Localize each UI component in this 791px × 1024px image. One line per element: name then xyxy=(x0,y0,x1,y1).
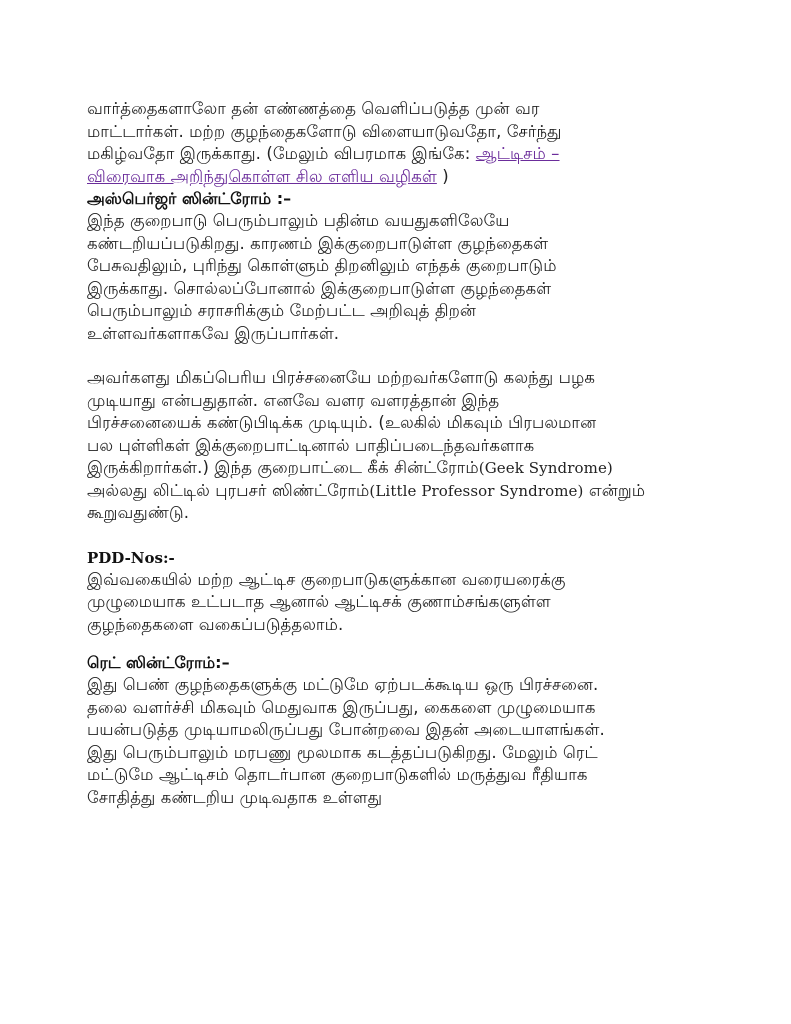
asperger-p2-line-5 xyxy=(87,457,717,480)
asperger-p2-line-6 xyxy=(87,480,717,503)
intro-line-1: வார்த்தைகளாலோ தன் எண்ணத்தை வெளிப்படுத்த முன் வர xyxy=(87,99,540,118)
asperger-p1-line-3: பேசுவதிலும், புரிந்து கொள்ளும் திறனிலும் எந்தக் குறைபாடும் xyxy=(87,256,557,275)
close-paren: ) xyxy=(442,166,449,186)
rett-line-6: சோதித்து கண்டறிய முடிவதாக உள்ளது xyxy=(87,787,383,807)
pdd-line-3: குழந்தைகளை வகைப்படுத்தலாம். xyxy=(87,614,344,634)
asperger-p2-line-4: பல புள்ளிகள் இக்குறைபாட்டினால் பாதிப்படைந்தவர்களாக xyxy=(87,435,535,455)
asperger-p1-line-2: கண்டறியப்படுகிறது. காரணம் இக்குறைபாடுள்ள குழந்தைகள் xyxy=(87,233,549,253)
geek-syndrome-text: (Geek Syndrome) xyxy=(478,459,613,477)
asperger-p2-line-1: அவர்களது மிகப்பெரிய பிரச்சனையே மற்றவர்களோடு கலந்து பழக xyxy=(87,368,595,387)
line6-end-text: என்றும் xyxy=(583,480,646,500)
rett-line-4: இது பெரும்பாலும் மரபணு மூலமாக கடத்தப்படுகிறது. மேலும் ரெட் xyxy=(87,742,598,762)
pdd-line-1: இவ்வகையில் மற்ற ஆட்டிச குறைபாடுகளுக்கான வரையரைக்கு xyxy=(87,569,566,589)
rett-line-1: இது பெண் குழந்தைகளுக்கு மட்டுமே ஏற்படக்கூடிய ஒரு பிரச்சனை. xyxy=(87,675,599,694)
asperger-p1-line-4: இருக்காது. சொல்லப்போனால் இக்குறைபாடுள்ள குழந்தைகள் xyxy=(87,278,552,298)
geek-line-text: இருக்கிறார்கள்.) இந்த குறைபாட்டை கீக் சின்ட்ரோம் xyxy=(87,458,479,477)
rett-line-5: மட்டுமே ஆட்டிசம் தொடர்பான குறைபாடுகளில் மருத்துவ ரீதியாக xyxy=(87,765,588,784)
intro-line-4 xyxy=(87,166,717,189)
asperger-p2-line-3: பிரச்சனையைக் கண்டுபிடிக்க முடியும். (உலகில் மிகவும் பிரபலமான xyxy=(87,413,597,432)
little-professor-text: (Little Professor Syndrome) xyxy=(369,481,584,500)
rett-line-3: பயன்படுத்த முடியாமலிருப்பது போன்றவை இதன் அடையாளங்கள். xyxy=(87,720,605,739)
rett-heading: ரெட் ஸின்ட்ரோம்:– xyxy=(87,653,230,672)
pdd-line-2: முழுமையாக உட்படாத ஆனால் ஆட்டிசக் குணாம்சங்களுள்ள xyxy=(87,592,551,611)
asperger-p1-line-1: இந்த குறைபாடு பெரும்பாலும் பதின்ம வயதுகளிலேயே xyxy=(87,211,510,230)
paragraph-gap xyxy=(87,345,717,367)
asperger-p2-line-2: முடியாது என்பதுதான். எனவே வளர வளரத்தான் இந்த xyxy=(87,390,500,410)
asperger-p1-line-6: உள்ளவர்களாகவே இருப்பார்கள். xyxy=(87,323,340,343)
intro-line-3-text: மகிழ்வதோ இருக்காது. (மேலும் விபரமாக இங்கே: xyxy=(87,144,471,163)
intro-line-3 xyxy=(87,143,717,166)
asperger-p1-line-5: பெரும்பாலும் சராசரிக்கும் மேற்பட்ட அறிவுத் திறன் xyxy=(87,301,477,320)
asperger-heading: அஸ்பெர்ஜர் ஸின்ட்ரோம் :– xyxy=(87,189,292,208)
pdd-nos-heading-text: PDD-Nos:- xyxy=(87,548,175,567)
rett-line-2: தலை வளர்ச்சி மிகவும் மெதுவாக இருப்பது, கைகளை முழுமையாக xyxy=(87,697,596,717)
paragraph-gap xyxy=(87,636,717,652)
asperger-p2-line-7: கூறுவதுண்டு. xyxy=(87,503,190,522)
autism-article-link-part2[interactable]: விரைவாக அறிந்துகொள்ள சில எளிய வழிகள் xyxy=(87,166,437,186)
document-body xyxy=(87,98,717,809)
little-line-text: அல்லது லிட்டில் புரபசர் ஸிண்ட்ரோம் xyxy=(87,480,370,500)
pdd-nos-heading xyxy=(87,547,717,569)
intro-line-2: மாட்டார்கள். மற்ற குழந்தைகளோடு விளையாடுவதோ, சேர்ந்து xyxy=(87,121,562,141)
paragraph-gap xyxy=(87,525,717,547)
autism-article-link-part1[interactable]: ஆட்டிசம் – xyxy=(475,144,560,163)
